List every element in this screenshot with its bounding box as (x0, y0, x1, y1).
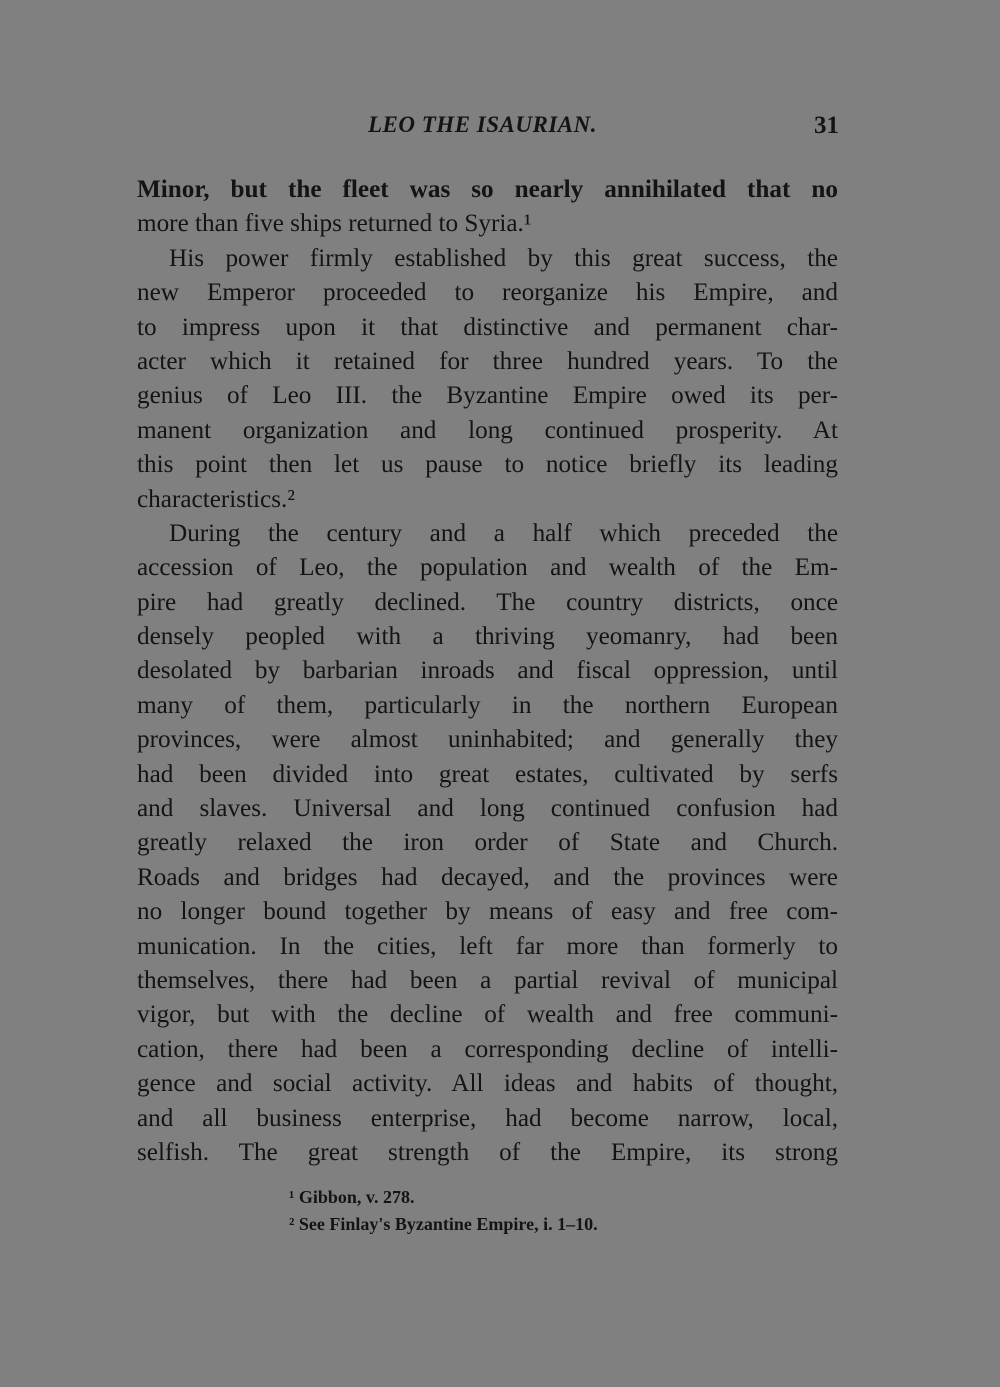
body-line: During the century and a half which preceded the (169, 519, 838, 547)
footnotes (289, 1184, 598, 1238)
body-line: no longer bound together by means of easy and free com- (137, 898, 838, 926)
running-head (0, 112, 1000, 148)
body-line: Roads and bridges had decayed, and the provinces were (137, 863, 838, 891)
body-line: densely peopled with a thriving yeomanry, had been (137, 623, 838, 651)
body-line: to impress upon it that distinctive and permanent char- (137, 313, 838, 341)
body-line: desolated by barbarian inroads and fiscal oppression, until (137, 657, 838, 685)
body-line: gence and social activity. All ideas and habits of thought, (137, 1070, 838, 1098)
body-line: characteristics.² (137, 485, 295, 513)
body-line: Minor, but the fleet was so nearly annihilated that no (137, 176, 838, 203)
body-line: genius of Leo III. the Byzantine Empire owed its per- (137, 382, 838, 410)
body-line: vigor, but with the decline of wealth and free communi- (137, 1001, 838, 1029)
body-line: this point then let us pause to notice briefly its leading (137, 451, 838, 479)
footnote: ¹ Gibbon, v. 278. (289, 1187, 415, 1207)
body-line: more than five ships returned to Syria.¹ (137, 210, 532, 238)
running-title: LEO THE ISAURIAN. (368, 112, 597, 137)
body-line: many of them, particularly in the northern European (137, 691, 838, 719)
body-line: cation, there had been a corresponding decline of intelli- (137, 1035, 838, 1063)
body-text (137, 173, 838, 1170)
body-line: manent organization and long continued prosperity. At (137, 416, 838, 444)
body-line: and all business enterprise, had become narrow, local, (137, 1104, 838, 1132)
body-line: greatly relaxed the iron order of State and Church. (137, 829, 838, 857)
body-line: acter which it retained for three hundred years. To the (137, 347, 838, 375)
body-line: selfish. The great strength of the Empire, its strong (137, 1138, 838, 1166)
body-line: and slaves. Universal and long continued confusion had (137, 795, 838, 823)
body-line: accession of Leo, the population and wealth of the Em- (137, 554, 838, 582)
body-line: provinces, were almost uninhabited; and generally they (137, 726, 838, 754)
body-line: themselves, there had been a partial revival of municipal (137, 966, 838, 994)
body-line: His power firmly established by this great success, the (169, 244, 838, 272)
body-line: had been divided into great estates, cultivated by serfs (137, 760, 838, 788)
body-line: pire had greatly declined. The country districts, once (137, 588, 838, 616)
page-number: 31 (814, 112, 839, 139)
body-line: munication. In the cities, left far more than formerly to (137, 932, 838, 960)
body-line: new Emperor proceeded to reorganize his Empire, and (137, 279, 838, 307)
footnote: ² See Finlay's Byzantine Empire, i. 1–10. (289, 1214, 598, 1234)
